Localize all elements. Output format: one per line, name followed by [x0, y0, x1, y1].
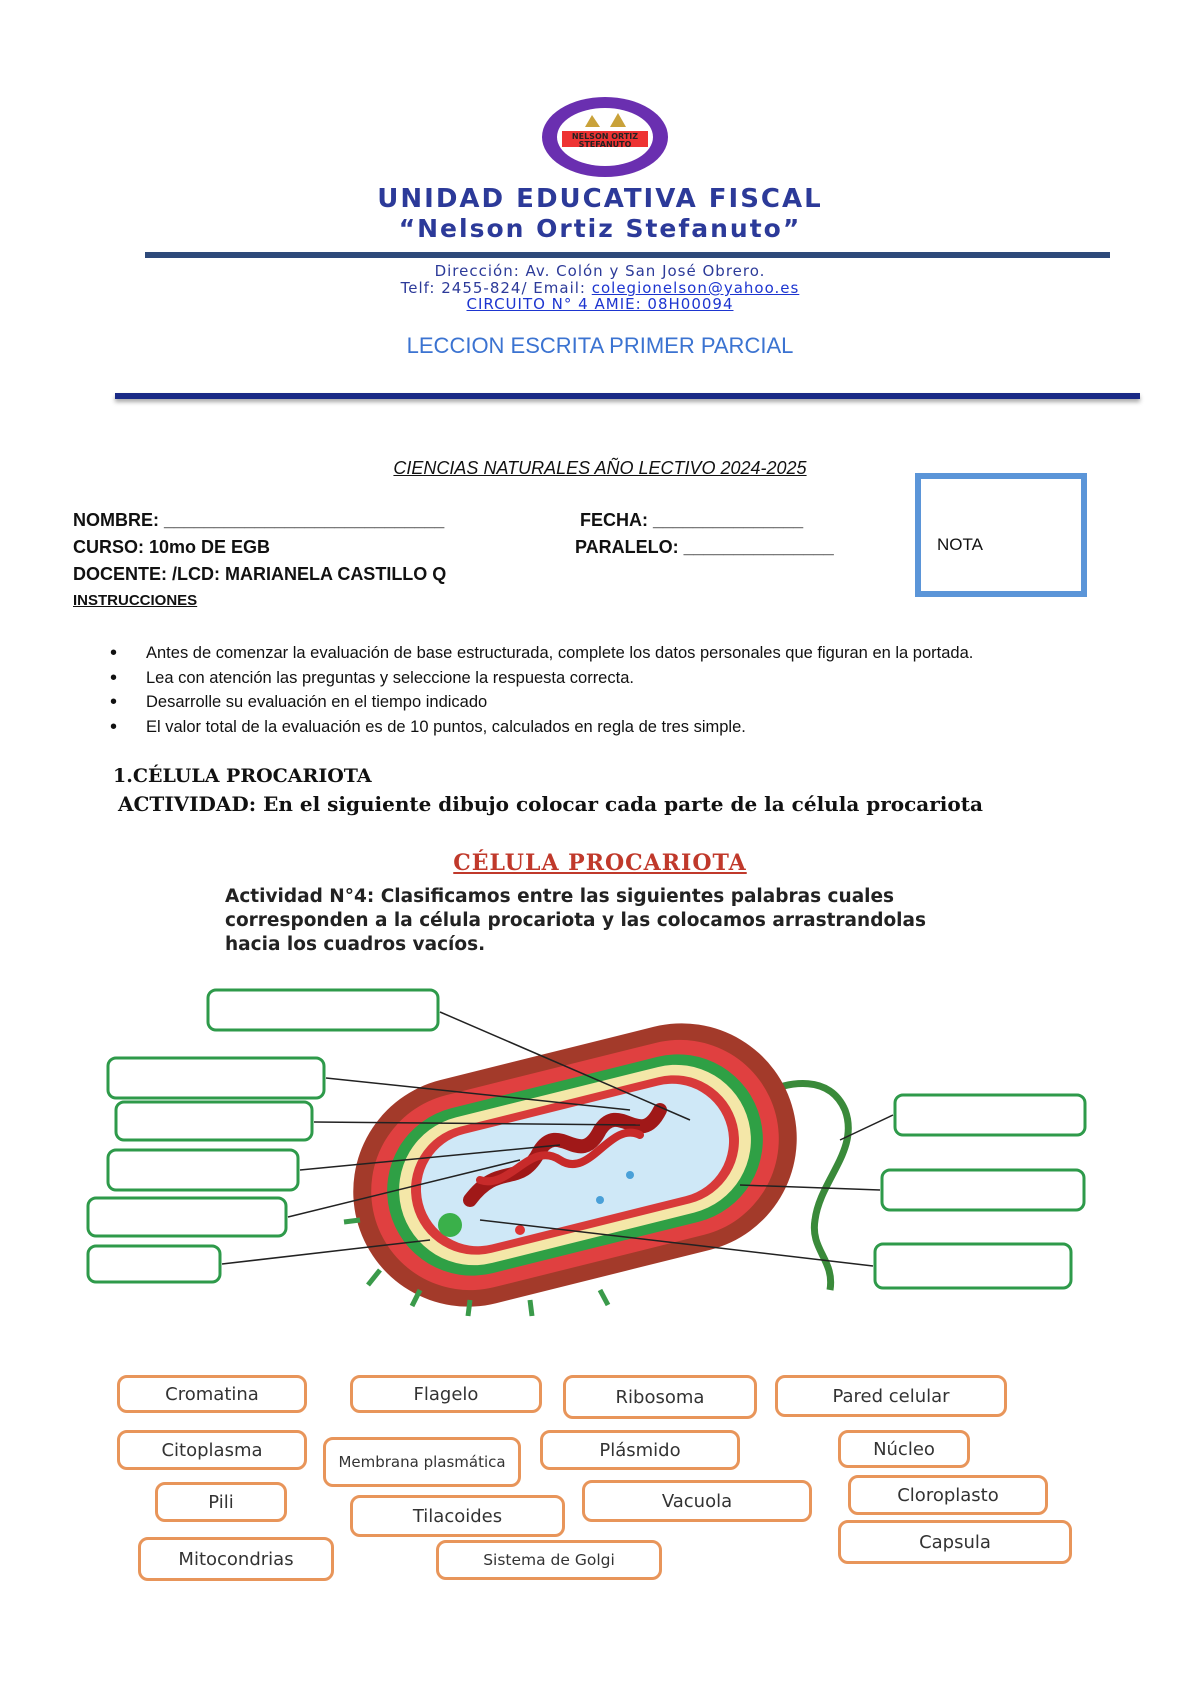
school-subname: “Nelson Ortiz Stefanuto”	[398, 214, 802, 243]
worksheet-activity: Actividad N°4: Clasificamos entre las siguientes palabras cuales corresponden a la célula procariota y las colocamos arrastrandolas hacia los cuadros vacíos.	[225, 886, 926, 955]
word-card[interactable]: Pared celular	[775, 1375, 1007, 1417]
header-divider	[145, 252, 1110, 258]
question-title: 1.CÉLULA PROCARIOTA	[113, 765, 372, 787]
word-card[interactable]: Capsula	[838, 1520, 1072, 1564]
question-activity: ACTIVIDAD: En el siguiente dibujo colocar cada parte de la célula procariota	[118, 792, 983, 816]
subject-title: CIENCIAS NATURALES AÑO LECTIVO 2024-2025	[393, 458, 807, 478]
list-item: • Lea con atención las preguntas y seleccione la respuesta correcta.	[110, 666, 1110, 691]
fecha-field[interactable]: FECHA: _______________	[580, 510, 804, 530]
list-item: • Antes de comenzar la evaluación de base estructurada, complete los datos personales que figuran en la portada.	[110, 641, 1110, 666]
paralelo-field[interactable]: PARALELO: _______________	[575, 537, 834, 557]
instructions-heading: INSTRUCCIONES	[73, 592, 198, 609]
word-card[interactable]: Membrana plasmática	[323, 1437, 521, 1487]
word-card[interactable]: Núcleo	[838, 1430, 970, 1468]
word-card[interactable]: Mitocondrias	[138, 1537, 334, 1581]
email-link[interactable]: colegionelson@yahoo.es	[591, 279, 800, 297]
lesson-title: LECCION ESCRITA PRIMER PARCIAL	[406, 333, 794, 358]
worksheet-title: CÉLULA PROCARIOTA	[453, 850, 747, 876]
word-card[interactable]: Cloroplasto	[848, 1475, 1048, 1515]
word-card[interactable]: Ribosoma	[563, 1375, 757, 1419]
nombre-field[interactable]: NOMBRE: ____________________________	[73, 510, 445, 530]
word-card[interactable]: Tilacoides	[350, 1495, 565, 1537]
word-card[interactable]: Citoplasma	[117, 1430, 307, 1470]
phone-text: Telf: 2455-824/ Email:	[400, 279, 592, 297]
word-card[interactable]: Plásmido	[540, 1430, 740, 1470]
prokaryotic-cell-icon	[0, 960, 1200, 1350]
svg-text:STEFANUTO: STEFANUTO	[578, 140, 632, 149]
header-bottom-divider	[115, 393, 1140, 399]
word-card[interactable]: Vacuola	[582, 1480, 812, 1522]
list-item: • El valor total de la evaluación es de 10 puntos, calculados en regla de tres simple.	[110, 715, 1110, 740]
nota-label: NOTA	[937, 535, 983, 554]
svg-text:NELSON ORTIZ: NELSON ORTIZ	[571, 132, 639, 141]
word-card[interactable]: Sistema de Golgi	[436, 1540, 662, 1580]
nota-box[interactable]	[915, 473, 1087, 597]
curso-field: CURSO: 10mo DE EGB	[73, 537, 271, 557]
school-seal-icon	[540, 95, 670, 180]
word-card[interactable]: Pili	[155, 1482, 287, 1522]
school-address: Dirección: Av. Colón y San José Obrero.	[434, 262, 766, 280]
word-card[interactable]: Cromatina	[117, 1375, 307, 1413]
list-item: • Desarrolle su evaluación en el tiempo indicado	[110, 690, 1110, 715]
instructions-list	[110, 641, 1110, 739]
school-circuit: CIRCUITO N° 4 AMIE: 08H00094	[466, 295, 734, 313]
docente-field: DOCENTE: /LCD: MARIANELA CASTILLO Q	[73, 564, 447, 584]
school-name: UNIDAD EDUCATIVA FISCAL	[377, 184, 823, 214]
word-card[interactable]: Flagelo	[350, 1375, 542, 1413]
